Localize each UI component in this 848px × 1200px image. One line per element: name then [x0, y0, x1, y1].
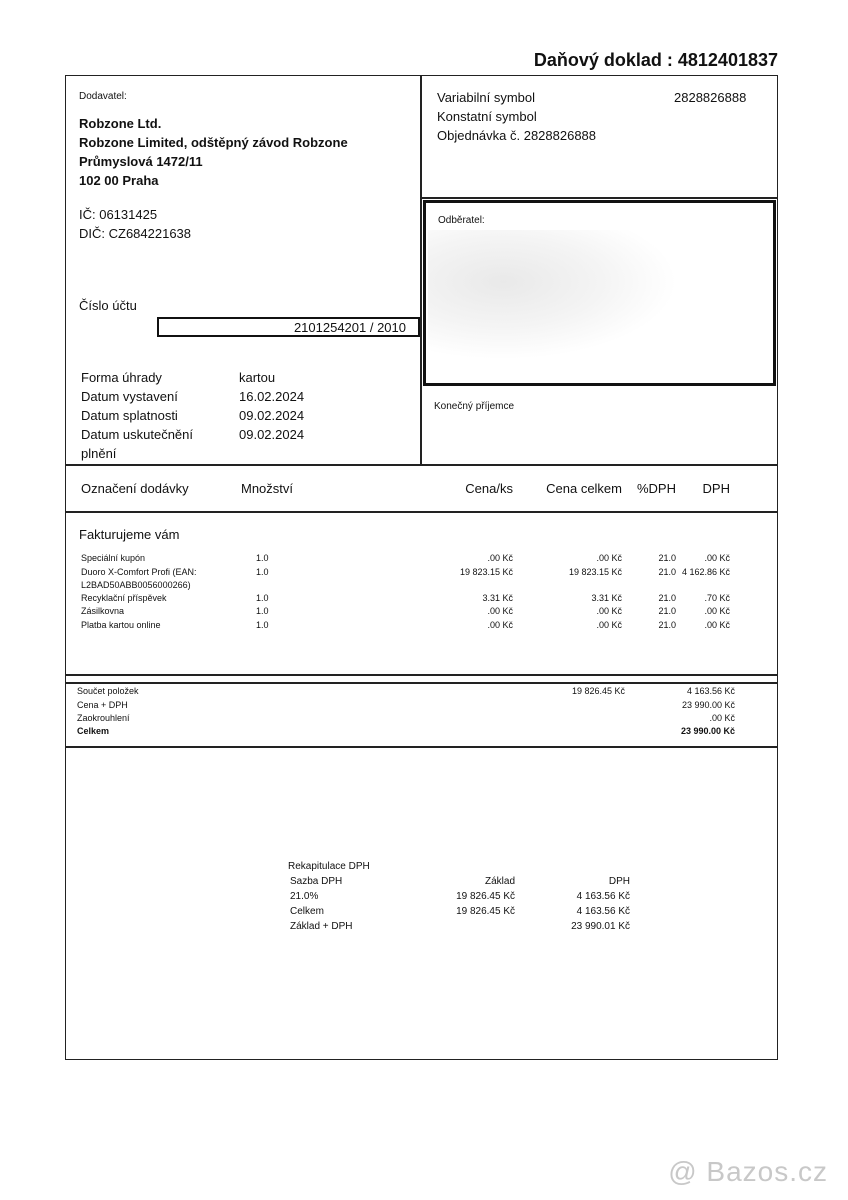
payment-row — [81, 406, 411, 425]
col-header-vat: DPH — [702, 481, 730, 496]
supplier-name: Robzone Ltd. — [79, 116, 162, 131]
items-title: Fakturujeme vám — [79, 527, 180, 542]
payment-row-value: 09.02.2024 — [239, 408, 305, 423]
payment-row — [81, 387, 411, 406]
item-qty: 1.0 — [256, 620, 269, 630]
sum-base: 19 826.45 Kč — [571, 686, 625, 696]
item-vat: .00 Kč — [704, 606, 730, 616]
account-label: Číslo účtu — [79, 298, 137, 313]
item-vat-pct: 21.0 — [658, 593, 676, 603]
item-total: .00 Kč — [596, 606, 622, 616]
total-value: 23 990.00 Kč — [680, 726, 735, 736]
supplier-street: Průmyslová 1472/11 — [79, 154, 203, 169]
item-qty: 1.0 — [256, 606, 269, 616]
item-name: Speciální kupón — [81, 553, 146, 563]
col-header-name: Označení dodávky — [81, 481, 189, 496]
item-vat-pct: 21.0 — [658, 567, 676, 577]
item-vat-pct: 21.0 — [658, 620, 676, 630]
divider-header-bottom — [65, 511, 778, 513]
item-unit-price: .00 Kč — [487, 606, 513, 616]
item-vat: .00 Kč — [704, 620, 730, 630]
recap-row-label: Celkem — [290, 906, 324, 917]
divider-right-top-bottom — [420, 197, 778, 199]
rounding-label: Zaokrouhlení — [77, 713, 130, 723]
customer-label: Odběratel: — [438, 215, 485, 226]
with-vat-label: Cena + DPH — [77, 700, 128, 710]
item-unit-price: 19 823.15 Kč — [459, 567, 513, 577]
payment-row-label: Forma úhrady — [81, 370, 162, 385]
payment-row — [81, 368, 411, 387]
variable-symbol-label: Variabilní symbol — [437, 90, 536, 105]
recap-title: Rekapitulace DPH — [288, 861, 370, 872]
item-vat: 4 162.86 Kč — [681, 567, 730, 577]
divider-totals-bottom — [65, 746, 778, 748]
supplier-dic: DIČ: CZ684221638 — [79, 226, 192, 241]
bazos-watermark: @ Bazos.cz — [668, 1156, 828, 1187]
item-qty: 1.0 — [256, 567, 269, 577]
item-name: Recyklační příspěvek — [81, 593, 167, 603]
supplier-ic: IČ: 06131425 — [79, 207, 158, 222]
recap-col-vat: DPH — [608, 876, 630, 887]
item-name-line2: L2BAD50ABB0056000266) — [81, 580, 191, 590]
recap-row-vat: 4 163.56 Kč — [576, 906, 630, 917]
document-title: Daňový doklad : 4812401837 — [533, 50, 778, 70]
items-list — [0, 553, 848, 633]
divider-header-top — [65, 464, 778, 466]
col-header-unit-price: Cena/ks — [465, 481, 513, 496]
payment-row — [81, 425, 411, 444]
recap-row-label: Základ + DPH — [290, 921, 353, 932]
item-total: 3.31 Kč — [591, 593, 622, 603]
item-vat: .00 Kč — [704, 553, 730, 563]
recap-row-label: 21.0% — [290, 891, 319, 902]
item-qty: 1.0 — [256, 593, 269, 603]
item-unit-price: .00 Kč — [487, 553, 513, 563]
item-name: Duoro X-Comfort Profi (EAN: — [81, 567, 197, 577]
payment-row-value: 16.02.2024 — [239, 389, 305, 404]
rounding-value: .00 Kč — [709, 713, 735, 723]
item-total: .00 Kč — [596, 553, 622, 563]
payment-row-value: 09.02.2024 — [239, 427, 305, 442]
recap-col-rate: Sazba DPH — [290, 876, 343, 887]
constant-symbol-label: Konstatní symbol — [437, 109, 537, 124]
payment-row — [81, 444, 411, 463]
item-name: Platba kartou online — [81, 620, 161, 630]
supplier-city: 102 00 Praha — [79, 173, 159, 188]
sum-label: Součet položek — [77, 686, 139, 696]
divider-items-bottom — [65, 674, 778, 676]
account-number: 2101254201 / 2010 — [157, 317, 420, 337]
final-recipient-label: Konečný příjemce — [434, 401, 515, 412]
item-unit-price: 3.31 Kč — [482, 593, 513, 603]
item-vat-pct: 21.0 — [658, 553, 676, 563]
variable-symbol-value: 2828826888 — [674, 90, 747, 105]
recap-row-base: 19 826.45 Kč — [456, 906, 515, 917]
item-vat-pct: 21.0 — [658, 606, 676, 616]
col-header-vat-pct: %DPH — [636, 481, 676, 496]
recap-col-base: Základ — [484, 876, 515, 887]
customer-address-redacted — [428, 230, 678, 360]
recap-row-base: 19 826.45 Kč — [456, 891, 515, 902]
item-total: .00 Kč — [596, 620, 622, 630]
item-total: 19 823.15 Kč — [568, 567, 622, 577]
payment-row-label: Datum uskutečnění — [81, 427, 194, 442]
sum-vat: 4 163.56 Kč — [686, 686, 735, 696]
with-vat-value: 23 990.00 Kč — [681, 700, 735, 710]
item-unit-price: .00 Kč — [487, 620, 513, 630]
payment-row-value: kartou — [239, 370, 276, 385]
divider-vertical-top — [420, 75, 422, 465]
order-number: Objednávka č. 2828826888 — [437, 128, 597, 143]
recap-row-vat: 4 163.56 Kč — [576, 891, 630, 902]
supplier-line2: Robzone Limited, odštěpný závod Robzone — [79, 135, 348, 150]
col-header-total: Cena celkem — [546, 481, 622, 496]
recap-row-vat: 23 990.01 Kč — [571, 921, 630, 932]
payment-row-label: Datum vystavení — [81, 389, 178, 404]
payment-row-label: Datum splatnosti — [81, 408, 178, 423]
payment-row-label: plnění — [81, 446, 117, 461]
item-qty: 1.0 — [256, 553, 269, 563]
total-label: Celkem — [77, 726, 110, 736]
item-vat: .70 Kč — [704, 593, 730, 603]
supplier-label: Dodavatel: — [79, 91, 127, 102]
payment-info — [81, 368, 411, 463]
col-header-qty: Množství — [241, 481, 294, 496]
item-name: Zásilkovna — [81, 606, 125, 616]
divider-totals-top — [65, 682, 778, 684]
